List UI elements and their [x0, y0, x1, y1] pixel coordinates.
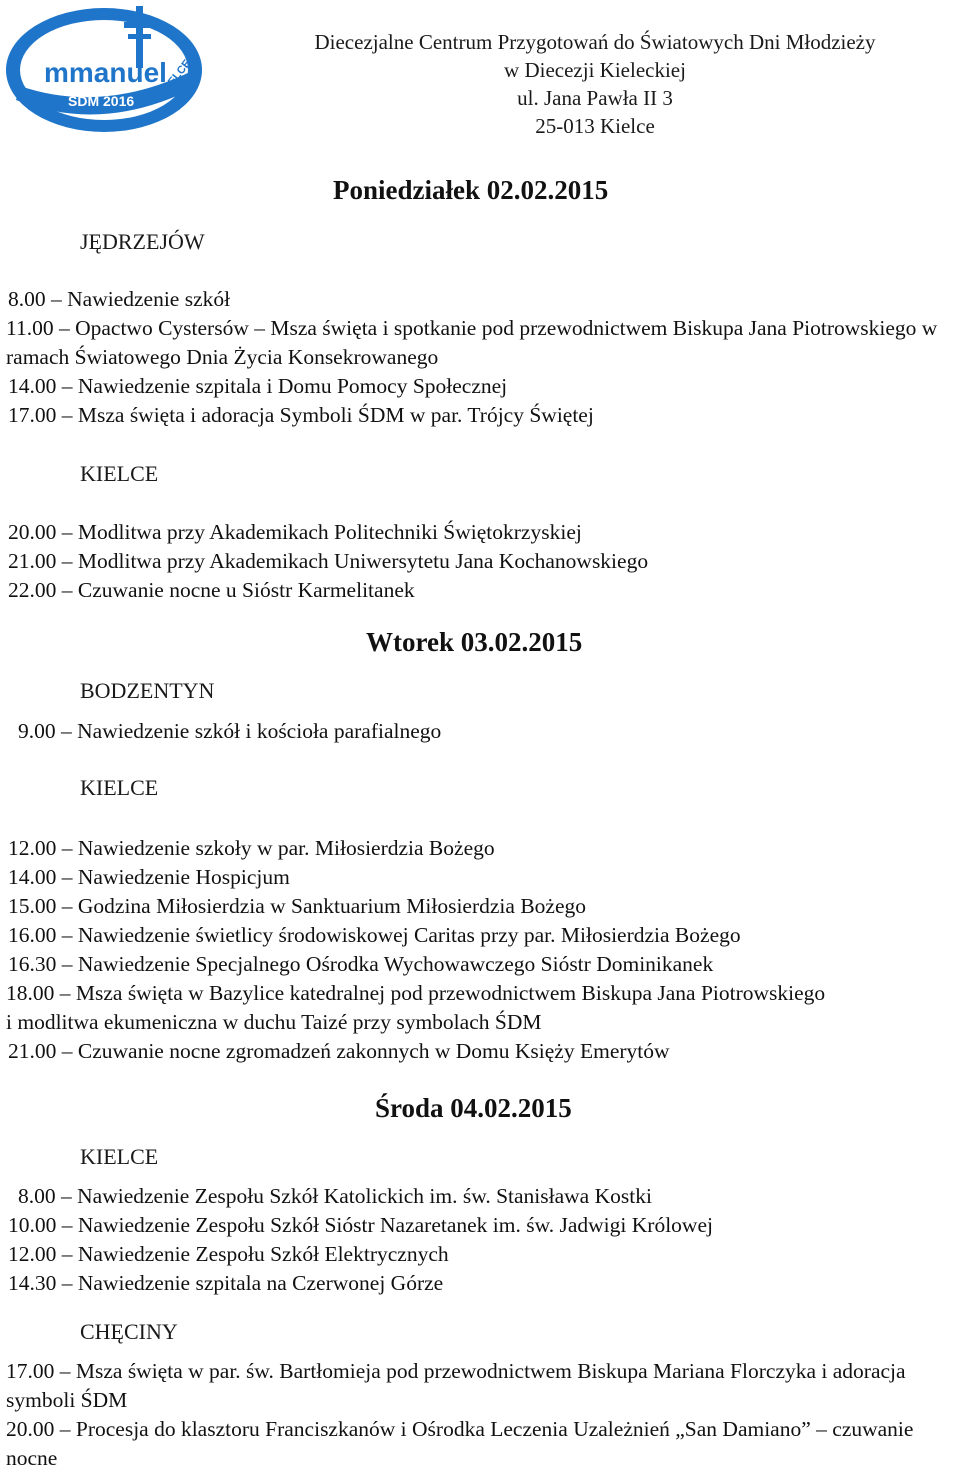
event-item: 22.00 – Czuwanie nocne u Sióstr Karmelitanek [8, 578, 415, 602]
place-bodzentyn: BODZENTYN [80, 678, 215, 703]
header-organization: Diecezjalne Centrum Przygotowań do Światowych Dni Młodzieży [314, 30, 876, 54]
place-jedrzejow: JĘDRZEJÓW [80, 229, 205, 254]
event-item: 14.00 – Nawiedzenie Hospicjum [8, 865, 290, 889]
header-diocese: w Diecezji Kieleckiej [504, 58, 686, 82]
event-item: 12.00 – Nawiedzenie Zespołu Szkół Elektrycznych [8, 1242, 449, 1266]
event-item: 10.00 – Nawiedzenie Zespołu Szkół Sióstr Nazaretanek im. św. Jadwigi Królowej [8, 1213, 713, 1237]
header-postal-city: 25-013 Kielce [535, 114, 655, 138]
immanuel-sdm-logo [2, 2, 207, 140]
event-item: 16.30 – Nawiedzenie Specjalnego Ośrodka Wychowawczego Sióstr Dominikanek [8, 952, 714, 976]
logo-city: KIELCE [159, 57, 194, 97]
event-item: 16.00 – Nawiedzenie świetlicy środowiskowej Caritas przy par. Miłosierdzia Bożego [8, 923, 741, 947]
day-title-monday: Poniedziałek 02.02.2015 [333, 175, 609, 205]
place-checiny: CHĘCINY [80, 1319, 178, 1344]
event-item: 17.00 – Msza święta w par. św. Bartłomieja pod przewodnictwem Biskupa Mariana Florczyka i adoracja symboli ŚDM [6, 1359, 906, 1412]
place-kielce: KIELCE [80, 775, 159, 800]
event-item: 17.00 – Msza święta i adoracja Symboli ŚDM w par. Trójcy Świętej [8, 403, 594, 427]
header-street: ul. Jana Pawła II 3 [517, 86, 673, 110]
place-kielce: KIELCE [80, 1144, 159, 1169]
logo-word: mmanuel [44, 57, 167, 88]
event-item: 14.00 – Nawiedzenie szpitala i Domu Pomocy Społecznej [8, 374, 508, 398]
event-item: 20.00 – Modlitwa przy Akademikach Politechniki Świętokrzyskiej [8, 520, 582, 544]
logo-caption: ŚDM 2016 [68, 93, 135, 109]
event-item: 12.00 – Nawiedzenie szkoły w par. Miłosierdzia Bożego [8, 836, 495, 860]
event-item: 9.00 – Nawiedzenie szkół i kościoła parafialnego [18, 719, 442, 743]
event-item: 11.00 – Opactwo Cystersów – Msza święta i spotkanie pod przewodnictwem Biskupa Jana Piotrowskiego w ramach Światowego Dnia Życia Konsekrowanego [6, 316, 938, 369]
event-item: 8.00 – Nawiedzenie szkół [8, 287, 231, 311]
event-item: 8.00 – Nawiedzenie Zespołu Szkół Katolickich im. św. Stanisława Kostki [18, 1184, 652, 1208]
event-item: 15.00 – Godzina Miłosierdzia w Sanktuarium Miłosierdzia Bożego [8, 894, 586, 918]
event-item: 14.30 – Nawiedzenie szpitala na Czerwonej Górze [8, 1271, 444, 1295]
event-item: 18.00 – Msza święta w Bazylice katedralnej pod przewodnictwem Biskupa Jana Piotrowskiego i modlitwa ekumeniczna w duchu Taizé przy symbolach ŚDM [6, 981, 826, 1034]
event-item: 20.00 – Procesja do klasztoru Franciszkanów i Ośrodka Leczenia Uzależnień „San Damiano” – czuwanie nocne [6, 1417, 914, 1470]
event-item: 21.00 – Modlitwa przy Akademikach Uniwersytetu Jana Kochanowskiego [8, 549, 649, 573]
day-title-wednesday: Środa 04.02.2015 [375, 1093, 572, 1123]
place-kielce: KIELCE [80, 461, 159, 486]
day-title-tuesday: Wtorek 03.02.2015 [366, 627, 583, 657]
event-item: 21.00 – Czuwanie nocne zgromadzeń zakonnych w Domu Księży Emerytów [8, 1039, 670, 1063]
